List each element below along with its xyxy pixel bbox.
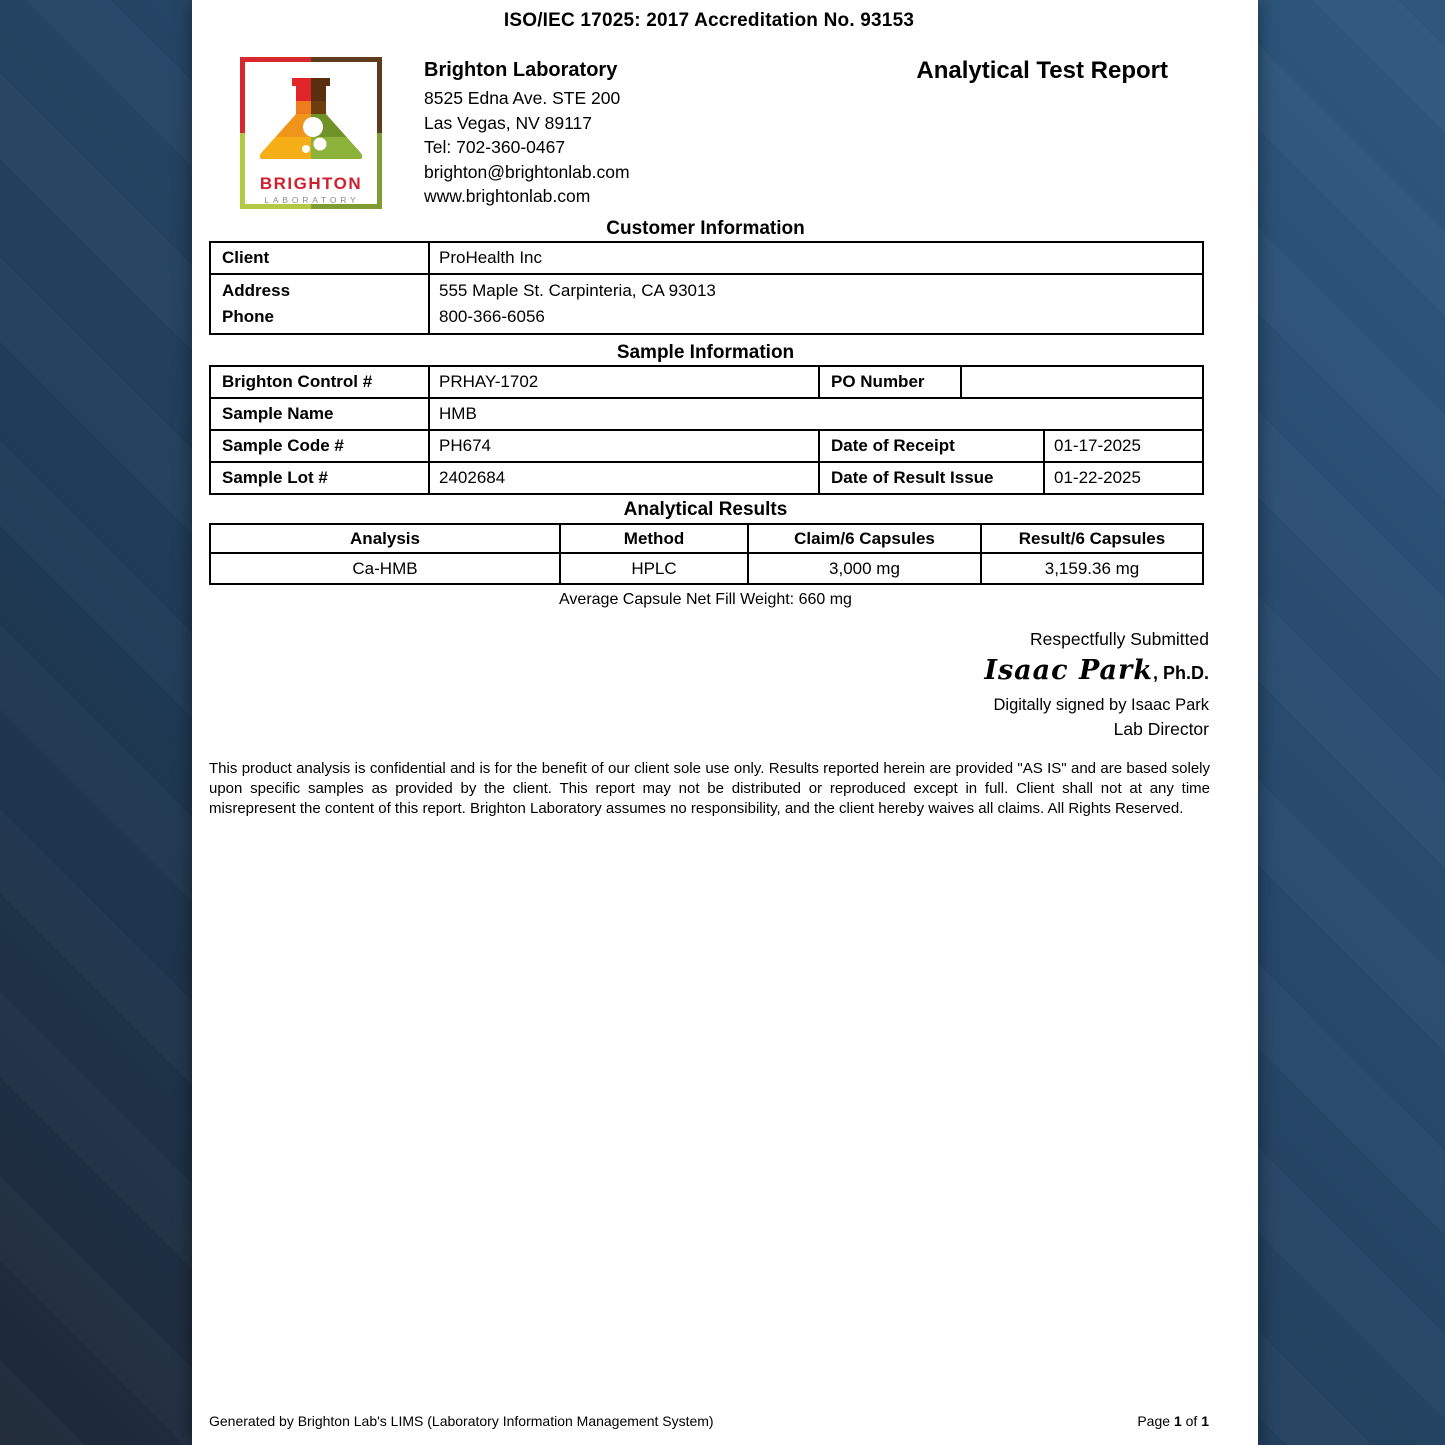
- lab-name: Brighton Laboratory: [424, 59, 618, 81]
- sample-lot-label: Sample Lot #: [210, 462, 429, 494]
- client-label: Client: [210, 242, 429, 274]
- lab-address-line1: 8525 Edna Ave. STE 200: [424, 88, 621, 108]
- average-fill-weight-note: Average Capsule Net Fill Weight: 660 mg: [559, 591, 852, 608]
- table-row: [210, 366, 1203, 398]
- lab-director-label: Lab Director: [1113, 719, 1209, 739]
- control-number-value: PRHAY-1702: [429, 366, 819, 398]
- bubble-large: [303, 117, 323, 137]
- lab-website: www.brightonlab.com: [424, 186, 591, 206]
- date-of-receipt-value: 01-17-2025: [1044, 430, 1203, 462]
- accreditation-line: ISO/IEC 17025: 2017 Accreditation No. 93153: [503, 10, 915, 31]
- table-row: [210, 462, 1203, 494]
- control-number-label: Brighton Control #: [210, 366, 429, 398]
- disclaimer-text: This product analysis is confidential and is for the benefit of our client sole use only. Results reported herein are provided "AS IS" and are based solely upon specific samples as provided by the client. This report may not be distributed or reproduced except in full. Client shall not at any time misrepresent the content of this report. Brighton Laboratory assumes no responsibility, and the client hereby waives all claims. All Rights Reserved.: [209, 760, 1210, 817]
- analysis-header: Analysis: [210, 524, 560, 553]
- date-of-receipt-label: Date of Receipt: [819, 430, 1044, 462]
- result-value: 3,159.36 mg: [981, 553, 1203, 584]
- signature-block: [209, 630, 1209, 739]
- method-header: Method: [560, 524, 748, 553]
- bubble-small: [302, 145, 310, 153]
- address-phone-label: Address Phone: [210, 274, 429, 334]
- address-phone-value: 555 Maple St. Carpinteria, CA 93013 800-366-6056: [429, 274, 1203, 334]
- logo-sub-text: LABORATORY: [264, 195, 360, 205]
- client-value: ProHealth Inc: [429, 242, 1203, 274]
- date-of-result-issue-label: Date of Result Issue: [819, 462, 1044, 494]
- table-row: [210, 430, 1203, 462]
- sample-code-label: Sample Code #: [210, 430, 429, 462]
- brighton-laboratory-logo: [240, 57, 382, 209]
- sample-name-value: HMB: [429, 398, 1203, 430]
- po-number-value: [961, 366, 1203, 398]
- customer-information-title: Customer Information: [606, 218, 805, 239]
- claim-value: 3,000 mg: [748, 553, 981, 584]
- results-data-row: [210, 553, 1203, 584]
- sample-name-label: Sample Name: [210, 398, 429, 430]
- report-content: [192, 0, 1209, 1445]
- lab-address-line2: Las Vegas, NV 89117: [424, 112, 592, 133]
- sample-lot-value: 2402684: [429, 462, 819, 494]
- lab-phone: Tel: 702-360-0467: [424, 137, 566, 157]
- report-page: [192, 0, 1258, 1445]
- date-of-result-issue-value: 01-22-2025: [1044, 462, 1203, 494]
- signature-suffix: , Ph.D.: [1152, 663, 1209, 683]
- logo-brand-text: BRIGHTON: [259, 174, 363, 193]
- analysis-value: Ca-HMB: [210, 553, 560, 584]
- respectfully-submitted-label: Respectfully Submitted: [1030, 629, 1209, 649]
- report-header: [209, 57, 1209, 209]
- signature-script: Isaac Park: [984, 655, 1153, 686]
- flask-icon: [240, 78, 382, 159]
- analytical-results-title: Analytical Results: [623, 499, 788, 520]
- po-number-label: PO Number: [819, 366, 961, 398]
- table-row: [210, 242, 1203, 274]
- result-header: Result/6 Capsules: [981, 524, 1203, 553]
- sample-information-title: Sample Information: [616, 342, 795, 363]
- signature-line: [209, 656, 1209, 688]
- report-title: Analytical Test Report: [916, 57, 1168, 84]
- claim-header: Claim/6 Capsules: [748, 524, 981, 553]
- digitally-signed-label: Digitally signed by Isaac Park: [993, 696, 1209, 714]
- table-row: [210, 274, 1203, 334]
- customer-information-table: [209, 241, 1204, 335]
- results-header-row: [210, 524, 1203, 553]
- sample-code-value: PH674: [429, 430, 819, 462]
- analytical-results-table: [209, 523, 1204, 585]
- bubble-medium: [314, 138, 327, 151]
- method-value: HPLC: [560, 553, 748, 584]
- sample-information-table: [209, 365, 1204, 495]
- page-indicator: Page 1 of 1: [1137, 1413, 1209, 1429]
- page-footer: [209, 1413, 1209, 1429]
- lab-email: brighton@brightonlab.com: [424, 161, 630, 182]
- generated-by-text: Generated by Brighton Lab's LIMS (Laboratory Information Management System): [209, 1413, 714, 1429]
- table-row: [210, 398, 1203, 430]
- lab-contact-block: [424, 57, 630, 209]
